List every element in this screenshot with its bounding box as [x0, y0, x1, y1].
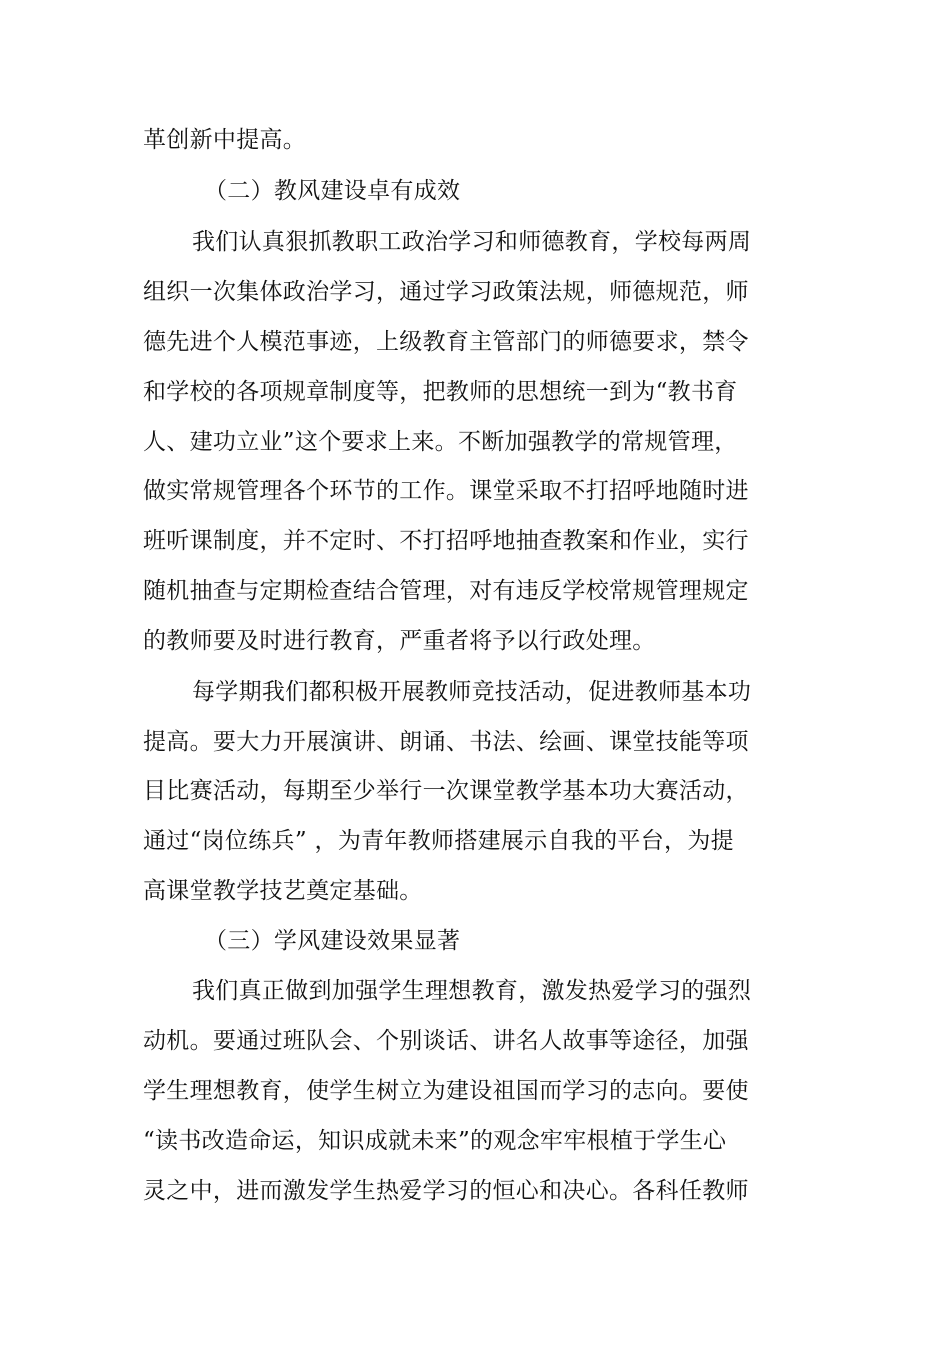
body-text-line: 的教师要及时进行教育，严重者将予以行政处理。	[143, 628, 656, 654]
paragraph-first-line: 我们认真狠抓教职工政治学习和师德教育，学校每两周	[192, 229, 752, 255]
body-text-line: 提高。要大力开展演讲、朗诵、书法、绘画、课堂技能等项	[143, 729, 749, 755]
body-text-line: 目比赛活动，每期至少举行一次课堂教学基本功大赛活动，	[143, 778, 749, 804]
body-text-line: 通过“岗位练兵” ，为青年教师搭建展示自我的平台，为提	[143, 828, 734, 854]
body-text-line: 灵之中，进而激发学生热爱学习的恒心和决心。各科任教师	[143, 1178, 749, 1204]
body-text-line: 组织一次集体政治学习，通过学习政策法规，师德规范，师	[143, 279, 749, 305]
body-text-line: 德先进个人模范事迹，上级教育主管部门的师德要求，禁令	[143, 329, 749, 355]
body-text-line: 做实常规管理各个环节的工作。课堂采取不打招呼地随时进	[143, 478, 749, 504]
section-heading: （二）教风建设卓有成效	[204, 178, 461, 204]
body-text-line: 和学校的各项规章制度等，把教师的思想统一到为“教书育	[143, 379, 738, 405]
body-text-line: 随机抽查与定期检查结合管理，对有违反学校常规管理规定	[143, 578, 749, 604]
paragraph-first-line: 我们真正做到加强学生理想教育，激发热爱学习的强烈	[192, 978, 752, 1004]
paragraph-first-line: 每学期我们都积极开展教师竞技活动，促进教师基本功	[192, 679, 752, 705]
body-text-line: “读书改造命运，知识成就未来”的观念牢牢根植于学生心	[143, 1128, 727, 1154]
body-text-line: 高课堂教学技艺奠定基础。	[143, 878, 423, 904]
body-text-line: 动机。要通过班队会、个别谈话、讲名人故事等途径，加强	[143, 1028, 749, 1054]
section-heading: （三）学风建设效果显著	[204, 928, 461, 954]
body-text-line: 班听课制度，并不定时、不打招呼地抽查教案和作业，实行	[143, 528, 749, 554]
body-text-line: 人、建功立业”这个要求上来。不断加强教学的常规管理，	[143, 429, 738, 455]
body-text-line: 学生理想教育，使学生树立为建设祖国而学习的志向。要使	[143, 1078, 749, 1104]
body-text-line: 革创新中提高。	[143, 127, 307, 153]
